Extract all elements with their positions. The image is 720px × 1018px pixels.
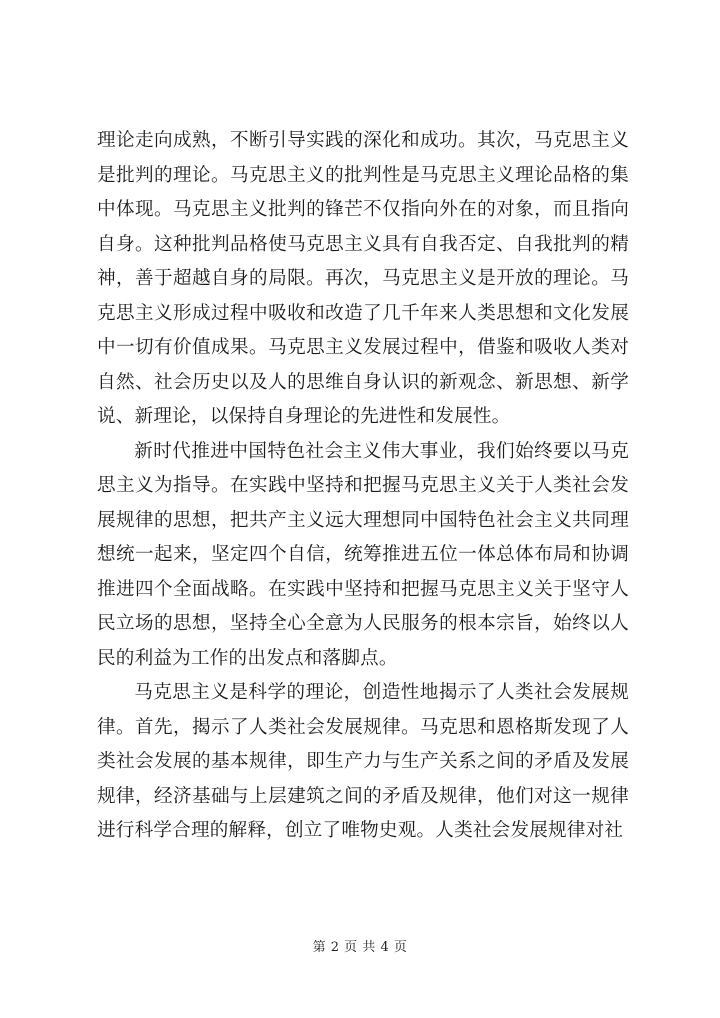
paragraph-continuation: 理论走向成熟，不断引导实践的深化和成功。其次，马克思主义是批判的理论。马克思主义的批判性是马克思主义理论品格的集中体现。马克思主义批判的锋芒不仅指向外在的对象，而且指向自身。这种批判品格使马克思主义具有自我否定、自我批判的精神，善于超越自身的局限。再次，马克思主义是开放的理论。马克思主义形成过程中吸收和改造了几千年来人类思想和文化发展中一切有价值成果。马克思主义发展过程中，借鉴和吸收人类对自然、社会历史以及人的思维自身认识的新观念、新思想、新学说、新理论，以保持自身理论的先进性和发展性。 <box>97 130 629 427</box>
page-number-footer: 第 2 页 共 4 页 <box>312 940 408 955</box>
paragraph-scientific-theory: 马克思主义是科学的理论，创造性地揭示了人类社会发展规律。首先，揭示了人类社会发展规律。马克思和恩格斯发现了人类社会发展的基本规律，即生产力与生产关系之间的矛盾及发展规律，经济基础与上层建筑之间的矛盾及规律，他们对这一规律进行科学合理的解释，创立了唯物史观。人类社会发展规律对社 <box>97 682 629 841</box>
paragraph-new-era: 新时代推进中国特色社会主义伟大事业，我们始终要以马克思主义为指导。在实践中坚持和把握马克思主义关于人类社会发展规律的思想，把共产主义远大理想同中国特色社会主义共同理想统一起来，坚定四个自信，统筹推进五位一体总体布局和协调推进四个全面战略。在实践中坚持和把握马克思主义关于坚守人民立场的思想，坚持全心全意为人民服务的根本宗旨，始终以人民的利益为工作的出发点和落脚点。 <box>97 440 629 669</box>
document-body <box>97 124 629 849</box>
